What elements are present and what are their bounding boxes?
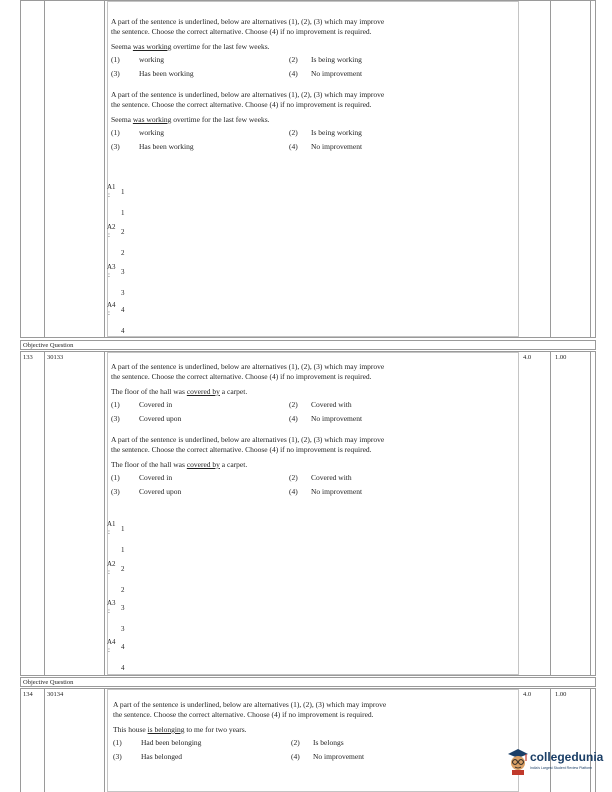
question-sentence: Seema was working overtime for the last few weeks. bbox=[111, 42, 270, 51]
option-3: Covered upon bbox=[139, 487, 182, 496]
question-stem-line1: A part of the sentence is underlined, below are alternatives (1), (2), (3) which may improve bbox=[111, 362, 385, 371]
question-sentence: This house is belonging to me for two years. bbox=[113, 725, 247, 734]
question-stem-line2: the sentence. Choose the correct alternative. Choose (4) if no improvement is required. bbox=[111, 445, 372, 454]
question-sentence: The floor of the hall was covered by a carpet. bbox=[111, 387, 248, 396]
question-stem-line1: A part of the sentence is underlined, below are alternatives (1), (2), (3) which may improve bbox=[111, 90, 385, 99]
question-row-132: A part of the sentence is underlined, below are alternatives (1), (2), (3) which may improve the sentence. Choose the correct alternative. Choose (4) if no improvement is required. Seema was working overtime for the last few weeks. (1) working (2) Is being working (3) Has been working (4) No improvement A part of the sentence is underlined, below are alternatives (1), (2), (3) which may improve the sentence. Choose the correct alternative. Choose (4) if no improvement is required. Seema was working overtime for the last few weeks. (1) working (2) Is being working (3) Has been working (4) No improvement A1 : 1 1 A2 : 2 2 A3 : 3 3 A4 : 4 4 bbox=[20, 0, 596, 338]
option-3: Has belonged bbox=[141, 752, 183, 761]
option-2: Is being working bbox=[311, 55, 362, 64]
question-stem-line2: the sentence. Choose the correct alternative. Choose (4) if no improvement is required. bbox=[111, 372, 372, 381]
question-content-133 bbox=[111, 362, 511, 508]
option-1: Had been belonging bbox=[141, 738, 202, 747]
option-4: No improvement bbox=[311, 69, 363, 78]
question-marks: 4.0 bbox=[523, 691, 532, 698]
question-stem-line2: the sentence. Choose the correct alternative. Choose (4) if no improvement is required. bbox=[113, 710, 374, 719]
question-sentence: The floor of the hall was covered by a carpet. bbox=[111, 460, 248, 469]
option-4: No improvement bbox=[311, 487, 363, 496]
section-header: Objective Question bbox=[20, 677, 596, 687]
option-4: No improvement bbox=[311, 142, 363, 151]
question-stem-line2: the sentence. Choose the correct alternative. Choose (4) if no improvement is required. bbox=[111, 100, 372, 109]
option-1: Covered in bbox=[139, 473, 173, 482]
question-id: 30133 bbox=[47, 354, 64, 361]
option-list: (1) Covered in (2) Covered with (3) Covered upon (4) No improvement bbox=[111, 400, 511, 424]
option-4: No improvement bbox=[311, 414, 363, 423]
option-4: No improvement bbox=[313, 752, 365, 761]
negative-marks: 1.00 bbox=[555, 354, 567, 361]
option-list: (1) working (2) Is being working (3) Has been working (4) No improvement bbox=[111, 128, 511, 152]
question-stem-line1: A part of the sentence is underlined, below are alternatives (1), (2), (3) which may improve bbox=[111, 17, 385, 26]
question-content-134 bbox=[113, 700, 513, 773]
question-stem-line1: A part of the sentence is underlined, below are alternatives (1), (2), (3) which may improve bbox=[111, 435, 385, 444]
question-number: 133 bbox=[23, 354, 33, 361]
option-1: Covered in bbox=[139, 400, 173, 409]
option-1: working bbox=[139, 55, 164, 64]
option-list: (1) Covered in (2) Covered with (3) Covered upon (4) No improvement bbox=[111, 473, 511, 497]
option-3: Covered upon bbox=[139, 414, 182, 423]
question-paper-page bbox=[20, 0, 596, 792]
question-stem-line2: the sentence. Choose the correct alternative. Choose (4) if no improvement is required. bbox=[111, 27, 372, 36]
option-list: (1) working (2) Is being working (3) Has been working (4) No improvement bbox=[111, 55, 511, 79]
graduate-mascot-icon bbox=[506, 746, 530, 776]
option-3: Has been working bbox=[139, 69, 194, 78]
option-2: Covered with bbox=[311, 473, 352, 482]
question-row-133: 133 30133 4.0 1.00 A part of the sentence is underlined, below are alternatives (1), (2), (3) which may improve the sentence. Choose the correct alternative. Choose (4) if no improvement is required. The floor of the hall was covered by a carpet. (1) Covered in (2) Covered with (3) Covered upon (4) No improvement A part of the sentence is underlined, below are alternatives (1), (2), (3) which may improve the sentence. Choose the correct alternative. Choose (4) if no improvement is required. The floor of the hall was covered by a carpet. (1) Covered in (2) Covered with (3) Covered upon (4) No improvement A1 : 1 1 A2 : 2 2 A3 : 3 3 A4 : 4 4 bbox=[20, 351, 596, 676]
option-2: Is belongs bbox=[313, 738, 344, 747]
question-stem-line1: A part of the sentence is underlined, below are alternatives (1), (2), (3) which may improve bbox=[113, 700, 387, 709]
question-number: 134 bbox=[23, 691, 33, 698]
section-header: Objective Question bbox=[20, 340, 596, 350]
option-2: Is being working bbox=[311, 128, 362, 137]
question-content-132 bbox=[111, 17, 511, 163]
option-list: (1) Had been belonging (2) Is belongs (3) Has belonged (4) No improvement bbox=[113, 738, 513, 762]
option-3: Has been working bbox=[139, 142, 194, 151]
option-2: Covered with bbox=[311, 400, 352, 409]
collegedunia-logo: collegedunia India's Largest Student Review Platform bbox=[506, 746, 606, 786]
question-sentence: Seema was working overtime for the last few weeks. bbox=[111, 115, 270, 124]
question-marks: 4.0 bbox=[523, 354, 532, 361]
option-1: working bbox=[139, 128, 164, 137]
question-id: 30134 bbox=[47, 691, 64, 698]
negative-marks: 1.00 bbox=[555, 691, 567, 698]
